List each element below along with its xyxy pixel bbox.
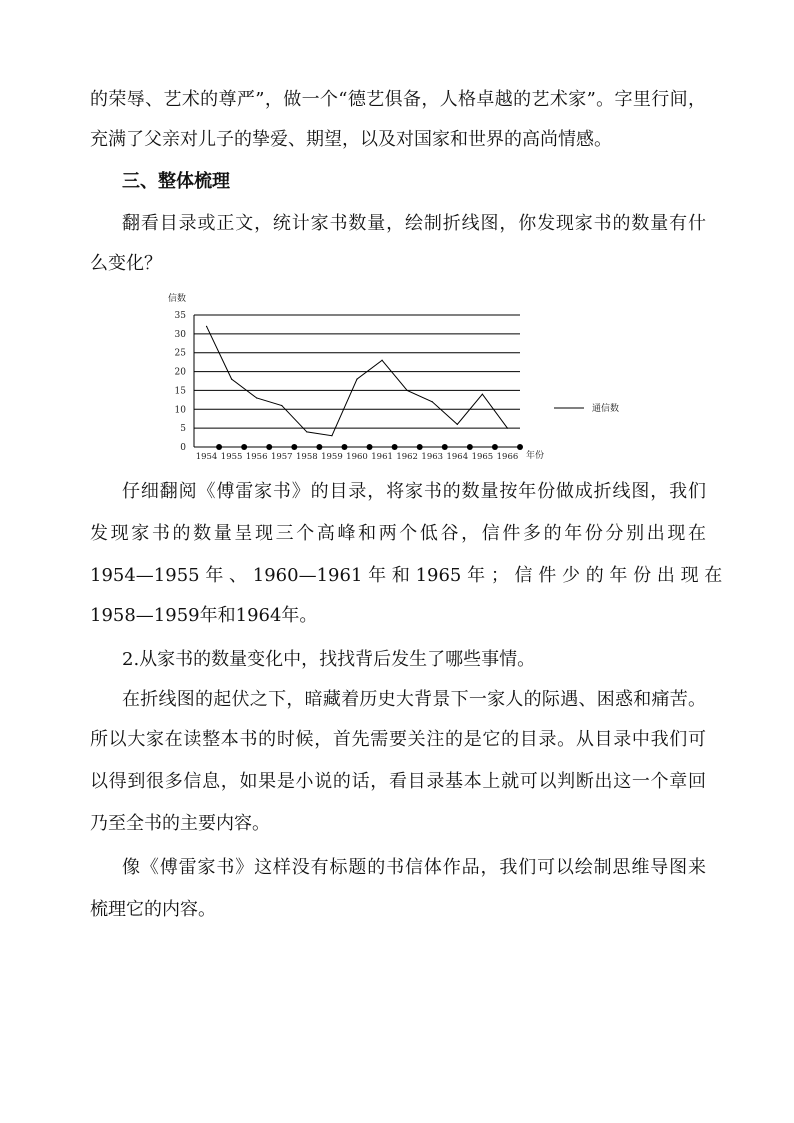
data-point (457, 424, 458, 425)
x-axis-marker (341, 444, 347, 450)
data-point (206, 326, 207, 327)
y-tick-label: 0 (180, 443, 186, 453)
question-line: 2.从家书的数量变化中，找找背后发生了哪些事情。 (122, 649, 536, 670)
data-point (432, 401, 433, 402)
answer-line: 1954—1955 年 、 1960—1961 年 和 1965 年 ； 信 件 少 的 年 份 出 现 在 (90, 565, 723, 586)
x-axis-ticks (196, 452, 519, 462)
x-tick-label: 1961 (371, 452, 393, 462)
x-tick-label: 1954 (195, 452, 218, 462)
y-tick-label: 15 (174, 386, 186, 397)
question-line: 么变化？ (90, 253, 162, 274)
data-point (482, 394, 483, 395)
answer-line: 仔细翻阅《傅雷家书》的目录，将家书的数量按年份做成折线图，我们 (122, 481, 706, 502)
data-point (507, 428, 508, 429)
y-tick-label: 20 (174, 367, 186, 378)
x-axis-label: 年份 (526, 451, 545, 461)
y-tick-label: 30 (174, 329, 186, 340)
question-line: 翻看目录或正文，统计家书数量，绘制折线图，你发现家书的数量有什 (122, 213, 706, 234)
x-tick-label: 1963 (421, 452, 444, 462)
answer-line: 以得到很多信息，如果是小说的话，看目录基本上就可以判断出这一个章回 (90, 771, 706, 792)
paragraph-line: 的荣辱、艺术的尊严”，做一个“德艺俱备，人格卓越的艺术家”。字里行间， (90, 89, 706, 110)
data-point (356, 379, 357, 380)
x-axis-marker (291, 444, 297, 450)
x-tick-label: 1956 (245, 452, 268, 462)
y-tick-label: 5 (180, 424, 186, 435)
x-tick-label: 1960 (346, 452, 368, 462)
x-axis-marker (442, 444, 448, 450)
x-axis-marker (492, 444, 498, 450)
x-axis-marker (417, 444, 423, 450)
x-tick-label: 1962 (396, 452, 418, 462)
data-point (331, 435, 332, 436)
chart-series (206, 326, 508, 437)
x-tick-label: 1966 (496, 452, 519, 462)
x-axis-marker (216, 444, 222, 450)
answer-line: 发现家书的数量呈现三个高峰和两个低谷，信件多的年份分别出现在 (90, 523, 706, 544)
chart-gridlines (194, 315, 520, 447)
x-axis-marker (367, 444, 373, 450)
x-tick-label: 1964 (446, 452, 469, 462)
data-point (281, 405, 282, 406)
y-axis-label: 信数 (168, 294, 187, 304)
answer-line: 所以大家在读整本书的时候，首先需要关注的是它的目录。从目录中我们可 (90, 729, 706, 750)
legend-label: 通信数 (592, 404, 620, 414)
letters-per-year-line-chart (160, 288, 640, 466)
x-tick-label: 1955 (220, 452, 243, 462)
x-tick-label: 1965 (471, 452, 494, 462)
data-point (407, 390, 408, 391)
y-tick-label: 25 (174, 348, 186, 359)
x-tick-label: 1959 (321, 452, 343, 462)
answer-line: 乃至全书的主要内容。 (90, 813, 270, 834)
x-tick-label: 1958 (296, 452, 318, 462)
answer-line: 在折线图的起伏之下，暗藏着历史大背景下一家人的际遇、困惑和痛苦。 (122, 689, 706, 710)
section-heading: 三、整体梳理 (122, 171, 230, 192)
series-line (207, 326, 508, 435)
answer-line: 像《傅雷家书》这样没有标题的书信体作品，我们可以绘制思维导图来 (122, 857, 706, 878)
answer-line: 梳理它的内容。 (90, 899, 216, 920)
x-axis-marker (392, 444, 398, 450)
x-tick-label: 1957 (270, 452, 293, 462)
y-tick-label: 10 (174, 405, 186, 416)
paragraph-line: 充满了父亲对儿子的挚爱、期望，以及对国家和世界的高尚情感。 (90, 129, 612, 150)
x-axis-marker (467, 444, 473, 450)
data-point (256, 397, 257, 398)
x-axis-marker (316, 444, 322, 450)
data-point (306, 431, 307, 432)
data-point (381, 360, 382, 361)
y-tick-label: 35 (174, 311, 186, 321)
x-axis-marker (241, 444, 247, 450)
x-axis-marker (266, 444, 272, 450)
data-point (231, 379, 232, 380)
answer-line: 1958—1959年和1964年。 (90, 605, 318, 626)
x-axis-marker (517, 444, 523, 450)
y-axis-ticks (175, 311, 187, 453)
